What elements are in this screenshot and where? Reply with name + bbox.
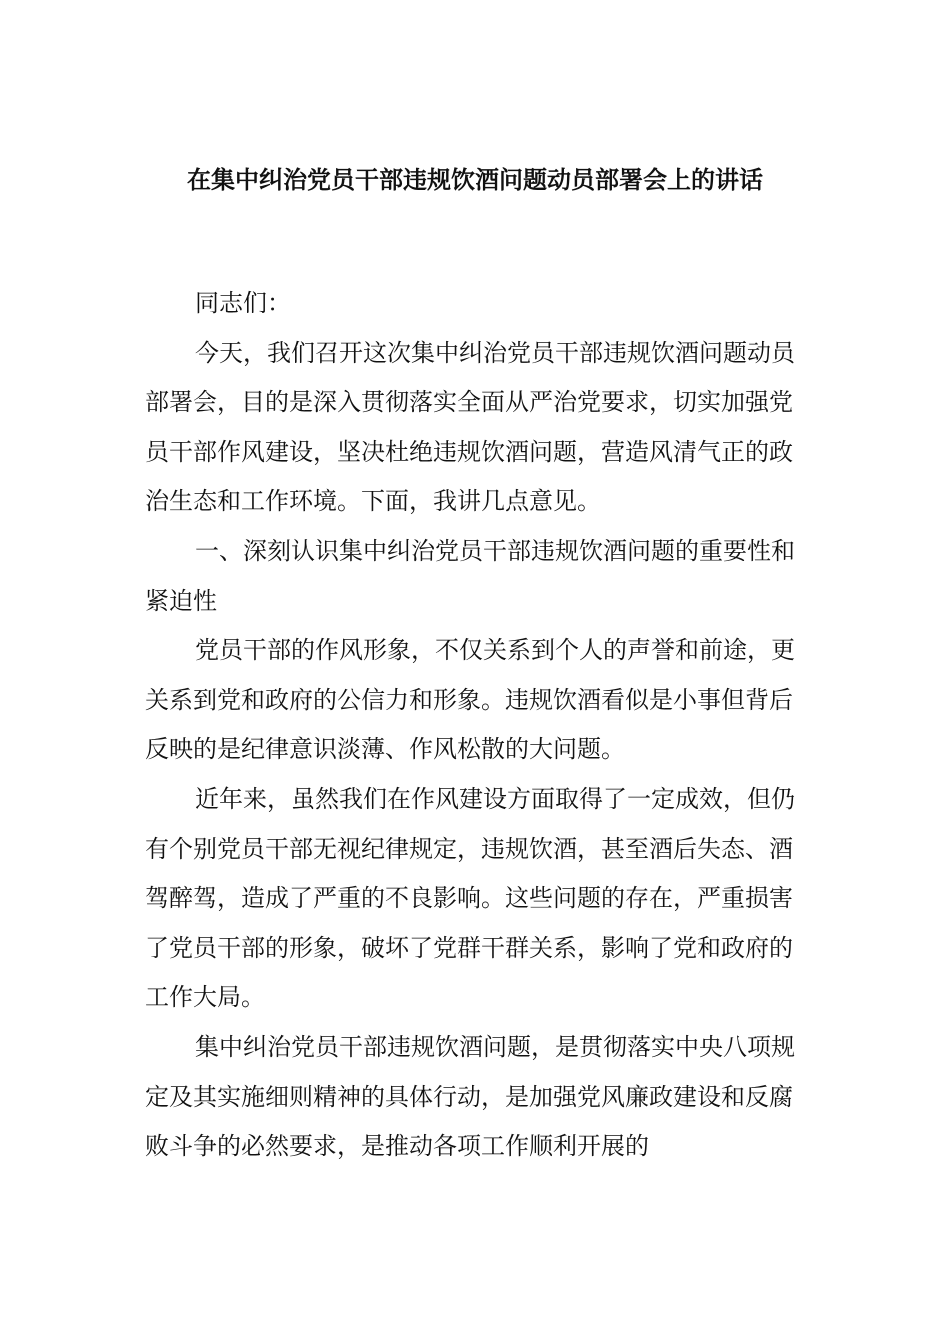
document-body: [145, 279, 810, 1172]
salutation: 同志们：: [195, 289, 291, 317]
paragraph-significance: 集中纠治党员干部违规饮酒问题，是贯彻落实中央八项规定及其实施细则精神的具体行动，是加强党风廉政建设和反腐败斗争的必然要求，是推动各项工作顺利开展的: [145, 1032, 795, 1161]
section-heading-1: 一、深刻认识集中纠治党员干部违规饮酒问题的重要性和紧迫性: [145, 536, 795, 615]
paragraph-image: 党员干部的作风形象，不仅关系到个人的声誉和前途，更关系到党和政府的公信力和形象。违规饮酒看似是小事但背后反映的是纪律意识淡薄、作风松散的大问题。: [145, 636, 795, 764]
document-title: 在集中纠治党员干部违规饮酒问题动员部署会上的讲话: [187, 166, 763, 194]
paragraph-opening: 今天，我们召开这次集中纠治党员干部违规饮酒问题动员部署会，目的是深入贯彻落实全面从严治党要求，切实加强党员干部作风建设，坚决杜绝违规饮酒问题，营造风清气正的政治生态和工作环境。下面，我讲几点意见。: [145, 338, 795, 516]
paragraph-recent-years: 近年来，虽然我们在作风建设方面取得了一定成效，但仍有个别党员干部无视纪律规定，违规饮酒，甚至酒后失态、酒驾醉驾，造成了严重的不良影响。这些问题的存在，严重损害了党员干部的形象，破坏了党群干群关系，影响了党和政府的工作大局。: [145, 784, 795, 1012]
